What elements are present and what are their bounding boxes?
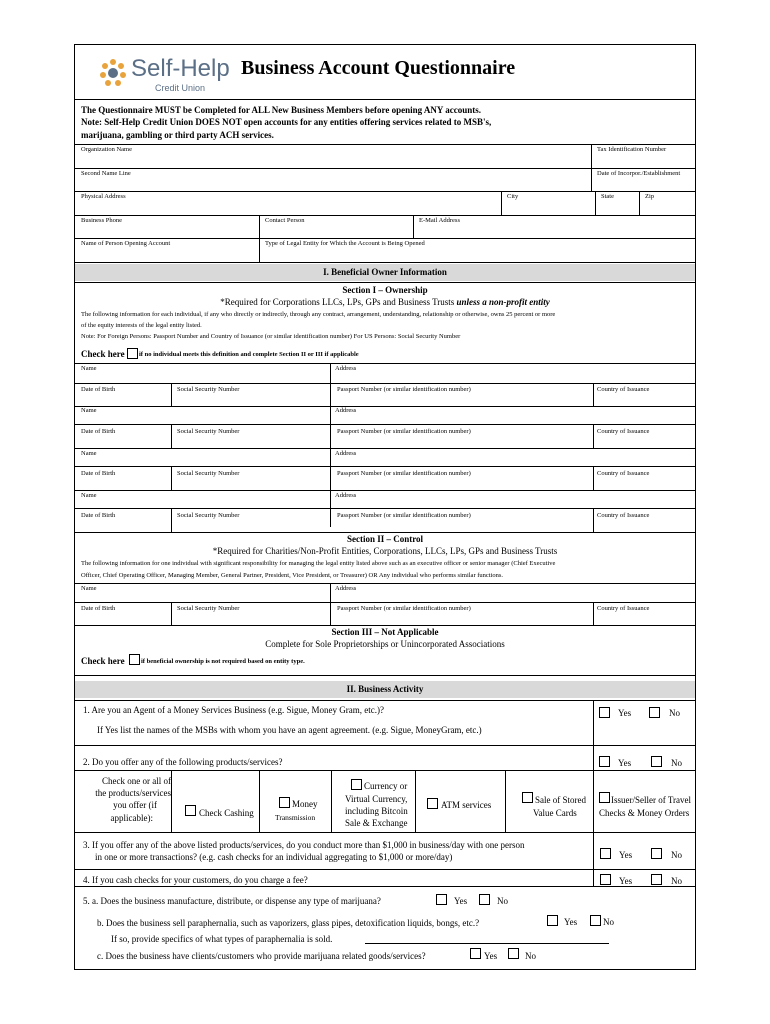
check-cashing-label: Check Cashing <box>199 808 254 818</box>
question-5a: 5. a. Does the business manufacture, distribute, or dispense any type of marijuana? <box>83 896 381 906</box>
q5b-no-label: No <box>603 917 614 927</box>
control-passport[interactable]: Passport Number (or similar identification number) <box>337 605 471 612</box>
owner-2-passport[interactable]: Passport Number (or similar identification number) <box>337 428 471 435</box>
currency-label-1: Currency or <box>364 781 408 791</box>
not-required-checkbox[interactable] <box>129 654 140 665</box>
issuer-label-2: Checks & Money Orders <box>599 808 690 818</box>
q4-yes-checkbox[interactable] <box>600 874 611 885</box>
q2-no-label: No <box>671 758 682 768</box>
entity-type-field[interactable]: Type of Legal Entity for Which the Account is Being Opened <box>265 240 425 247</box>
question-5b-if: If so, provide specifics of what types of paraphernalia is sold. <box>111 934 333 944</box>
control-name[interactable]: Name <box>81 585 97 592</box>
page-title: Business Account Questionnaire <box>241 57 516 79</box>
person-opening-field[interactable]: Name of Person Opening Account <box>81 240 171 247</box>
beneficial-owner-bar: I. Beneficial Owner Information <box>75 264 695 281</box>
section-3-check-text: if beneficial ownership is not required based on entity type. <box>141 658 305 665</box>
money-label-2: Transmission <box>275 813 316 822</box>
q5a-yes-label: Yes <box>454 896 468 906</box>
q1-no-label: No <box>669 708 680 718</box>
business-activity-bar: II. Business Activity <box>75 681 695 698</box>
issuer-label-1: Issuer/Seller of Travel <box>611 795 691 805</box>
owner-4-address[interactable]: Address <box>335 492 357 499</box>
section-2-para-1: The following information for one individual with significant responsibility for managing the legal entity listed above such as an executive officer or senior manager (Chief Executive <box>81 560 556 567</box>
q3-no-label: No <box>671 850 682 860</box>
section-3-sub: Complete for Sole Proprietorships or Unincorporated Associations <box>265 639 505 649</box>
state-field[interactable]: State <box>601 193 614 200</box>
control-ssn[interactable]: Social Security Number <box>177 605 240 612</box>
owner-3-dob[interactable]: Date of Birth <box>81 470 116 477</box>
money-label-1: Money <box>292 799 318 809</box>
owner-4-passport[interactable]: Passport Number (or similar identification number) <box>337 512 471 519</box>
org-name-field[interactable]: Organization Name <box>81 146 132 153</box>
contact-person-field[interactable]: Contact Person <box>265 217 305 224</box>
owner-2-name[interactable]: Name <box>81 407 97 414</box>
section-1-required-text: *Required for Corporations LLCs, LPs, GPs and Business Trusts <box>220 297 457 307</box>
currency-label-2: Virtual Currency, <box>345 794 408 804</box>
q5c-no-label: No <box>525 951 536 961</box>
section-1-check-text: if no individual meets this definition and complete Section II or III if applicable <box>139 351 359 358</box>
section-1-para-2: of the equity interests of the legal entity listed. <box>81 322 202 329</box>
form-frame <box>74 44 696 970</box>
q4-no-checkbox[interactable] <box>651 874 662 885</box>
section-3-heading: Section III – Not Applicable <box>331 627 439 637</box>
q3-yes-label: Yes <box>619 850 633 860</box>
q5b-yes-label: Yes <box>564 917 578 927</box>
q5c-yes-checkbox[interactable] <box>470 948 481 959</box>
owner-1-name[interactable]: Name <box>81 365 97 372</box>
section-1-para-1: The following information for each individual, if any who directly or indirectly, through any contract, arrangement, understanding, relationship or otherwise, owns 25 percent or more <box>81 311 556 318</box>
q2-instruction-3: you offer (if <box>113 800 157 810</box>
control-country[interactable]: Country of Issuance <box>597 605 650 612</box>
owner-1-ssn[interactable]: Social Security Number <box>177 386 240 393</box>
zip-field[interactable]: Zip <box>645 193 655 200</box>
q5b-yes-checkbox[interactable] <box>547 915 558 926</box>
question-2: 2. Do you offer any of the following products/services? <box>83 757 283 767</box>
tax-id-field[interactable]: Tax Identification Number <box>597 146 667 153</box>
currency-checkbox[interactable] <box>351 779 362 790</box>
question-1: 1. Are you an Agent of a Money Services Business (e.g. Sigue, Money Gram, etc.)? <box>83 705 384 715</box>
q2-instruction-2: the products/services <box>95 788 171 798</box>
logo-text: Self-Help <box>131 55 230 82</box>
q2-instruction-4: applicable): <box>110 813 153 823</box>
owner-1-dob[interactable]: Date of Birth <box>81 386 116 393</box>
owner-3-name[interactable]: Name <box>81 450 97 457</box>
q5a-yes-checkbox[interactable] <box>436 894 447 905</box>
owner-4-country[interactable]: Country of Issuance <box>597 512 650 519</box>
q1-no-checkbox[interactable] <box>649 707 660 718</box>
q2-instruction-1: Check one or all of <box>102 776 171 786</box>
control-dob[interactable]: Date of Birth <box>81 605 116 612</box>
owner-2-country[interactable]: Country of Issuance <box>597 428 650 435</box>
q5a-no-checkbox[interactable] <box>479 894 490 905</box>
notice-line-1: The Questionnaire MUST be Completed for ALL New Business Members before opening ANY accounts. <box>81 105 482 115</box>
section-1-heading: Section I – Ownership <box>342 285 428 295</box>
q4-yes-label: Yes <box>619 876 633 886</box>
logo-mark-icon <box>97 57 129 89</box>
q2-yes-label: Yes <box>618 758 632 768</box>
physical-address-field[interactable]: Physical Address <box>81 193 126 200</box>
owner-1-address[interactable]: Address <box>335 365 357 372</box>
question-4: 4. If you cash checks for your customers, do you charge a fee? <box>83 875 308 885</box>
logo <box>97 55 230 95</box>
atm-checkbox[interactable] <box>427 798 438 809</box>
date-incorp-field[interactable]: Date of Incorpor./Establishment <box>597 170 681 177</box>
second-name-field[interactable]: Second Name Line <box>81 170 131 177</box>
notice-line-3: marijuana, gambling or third party ACH services. <box>81 130 274 140</box>
q5b-no-checkbox[interactable] <box>590 915 601 926</box>
owner-2-address[interactable]: Address <box>335 407 357 414</box>
q1-yes-checkbox[interactable] <box>599 707 610 718</box>
owner-3-ssn[interactable]: Social Security Number <box>177 470 240 477</box>
section-3-check-here: Check here <box>81 656 125 666</box>
section-1-required-emphasis: unless a non-profit entity <box>456 297 550 307</box>
owner-3-country[interactable]: Country of Issuance <box>597 470 650 477</box>
atm-label: ATM services <box>441 800 492 810</box>
issuer-checkbox[interactable] <box>599 792 610 803</box>
owner-4-dob[interactable]: Date of Birth <box>81 512 116 519</box>
section-1-para-3: Note: For Foreign Persons: Passport Number and Country of Issuance (or similar identification number) For US Persons: Social Security Number <box>81 333 461 340</box>
question-1b: If Yes list the names of the MSBs with whom you have an agent agreement. (e.g. Sigue, MoneyGram, etc.) <box>97 725 482 735</box>
question-3b: in one or more transactions? (e.g. cash checks for an individual aggregating to $1,000 or more/day) <box>95 852 453 862</box>
control-address[interactable]: Address <box>335 585 357 592</box>
section-2-para-2: Officer, Chief Operating Officer, Managing Member, General Partner, President, Vice President, or Treasurer) OR Any individual who performs similar functions. <box>81 572 504 579</box>
q5c-no-checkbox[interactable] <box>508 948 519 959</box>
q1-yes-label: Yes <box>618 708 632 718</box>
business-phone-field[interactable]: Business Phone <box>81 217 122 224</box>
owner-4-ssn[interactable]: Social Security Number <box>177 512 240 519</box>
paraphernalia-input-line[interactable] <box>365 943 609 944</box>
owner-3-address[interactable]: Address <box>335 450 357 457</box>
logo-subtext: Credit Union <box>155 83 206 93</box>
stored-label-1: Sale of Stored <box>535 795 586 805</box>
owner-2-dob[interactable]: Date of Birth <box>81 428 116 435</box>
no-owner-checkbox[interactable] <box>127 348 138 359</box>
owner-1-passport[interactable]: Passport Number (or similar identification number) <box>337 386 471 393</box>
currency-label-3: including Bitcoin <box>345 806 408 816</box>
question-5c: c. Does the business have clients/customers who provide marijuana related goods/services? <box>97 951 426 961</box>
section-1-required <box>75 297 695 307</box>
q2-no-checkbox[interactable] <box>651 756 662 767</box>
notice-line-2: Note: Self-Help Credit Union DOES NOT open accounts for any entities offering services related to MSB's, <box>81 117 492 127</box>
question-3a: 3. If you offer any of the above listed products/services, do you conduct more than $1,000 in business/day with one person <box>83 840 525 850</box>
owner-4-name[interactable]: Name <box>81 492 97 499</box>
currency-label-4: Sale & Exchange <box>345 818 408 828</box>
owner-3-passport[interactable]: Passport Number (or similar identification number) <box>337 470 471 477</box>
q2-yes-checkbox[interactable] <box>599 756 610 767</box>
stored-label-2: Value Cards <box>533 808 577 818</box>
section-2-heading: Section II – Control <box>346 534 424 544</box>
q5c-yes-label: Yes <box>484 951 498 961</box>
q3-yes-checkbox[interactable] <box>600 848 611 859</box>
q4-no-label: No <box>671 876 682 886</box>
email-field[interactable]: E-Mail Address <box>419 217 460 224</box>
city-field[interactable]: City <box>507 193 519 200</box>
section-2-required: *Required for Charities/Non-Profit Entities, Corporations, LLCs, LPs, GPs and Business Trusts <box>212 546 558 556</box>
question-5b: b. Does the business sell paraphernalia, such as vaporizers, glass pipes, detoxification liquids, bongs, etc.? <box>97 918 480 928</box>
stored-value-checkbox[interactable] <box>522 792 533 803</box>
money-transmission-checkbox[interactable] <box>279 797 290 808</box>
section-1-check-here: Check here <box>81 349 125 359</box>
owner-2-ssn[interactable]: Social Security Number <box>177 428 240 435</box>
q5a-no-label: No <box>497 896 508 906</box>
q3-no-checkbox[interactable] <box>651 848 662 859</box>
owner-1-country[interactable]: Country of Issuance <box>597 386 650 393</box>
check-cashing-checkbox[interactable] <box>185 805 196 816</box>
